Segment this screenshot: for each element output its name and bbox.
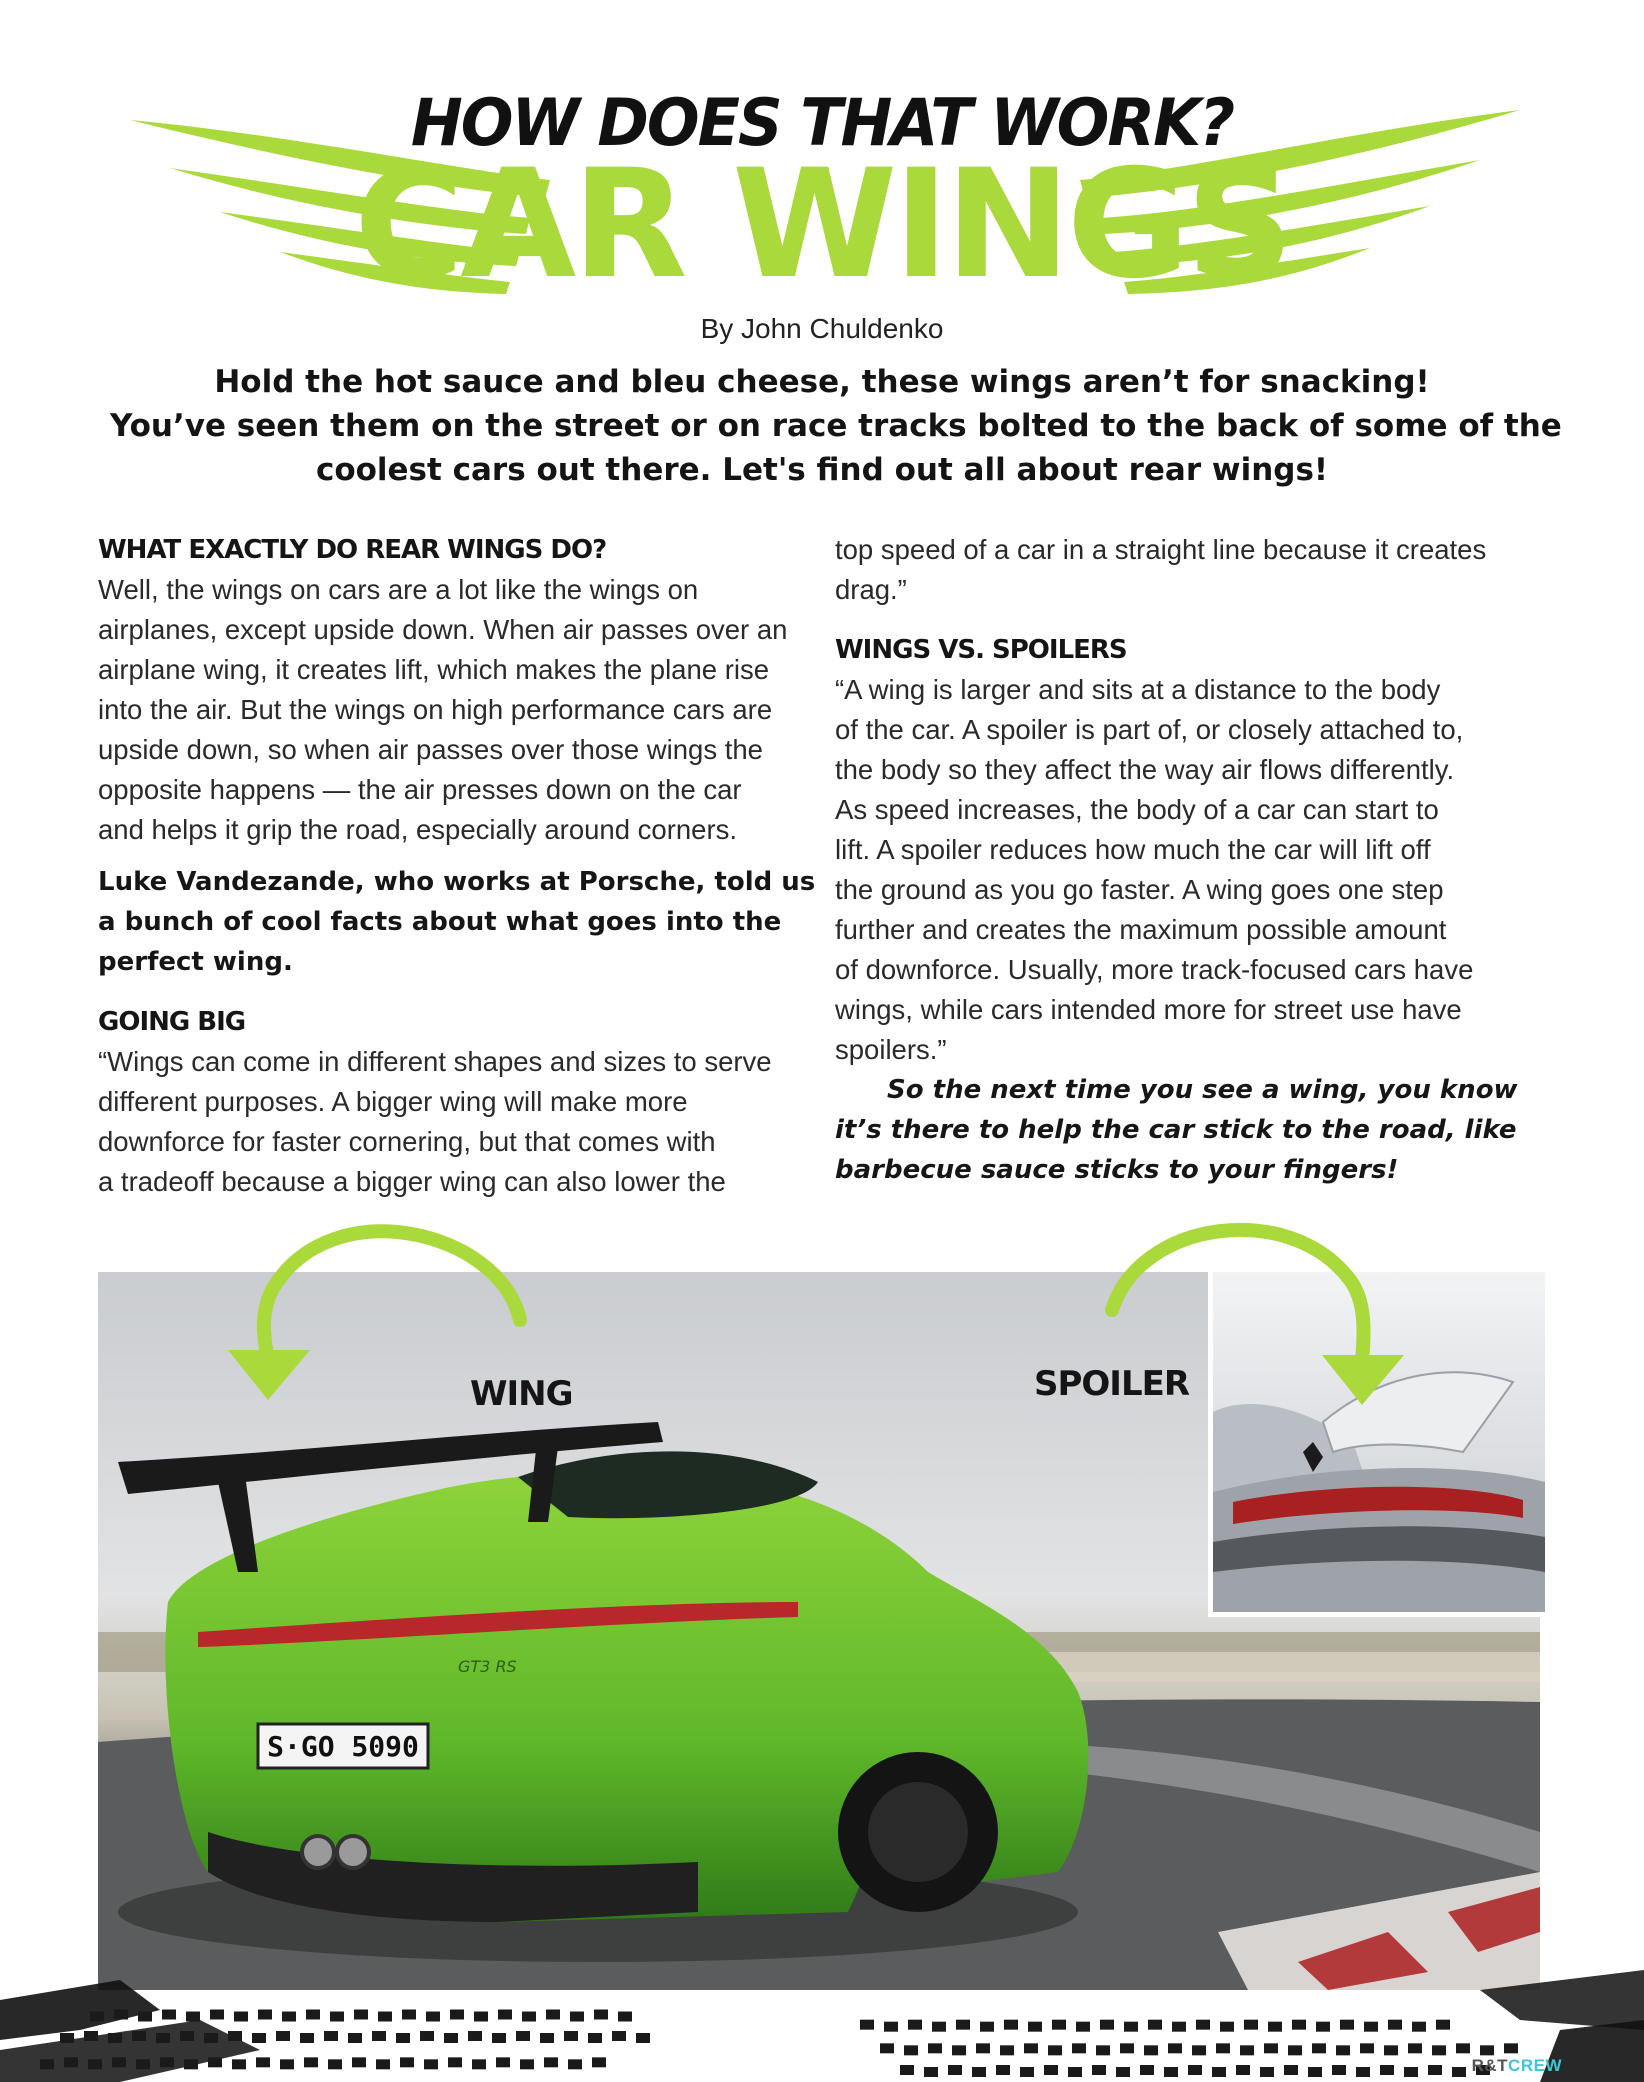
body-line: Well, the wings on cars are a lot like the wings on xyxy=(98,574,699,605)
tread-mark xyxy=(472,2059,486,2069)
tread-mark xyxy=(1116,2067,1130,2077)
tread-mark xyxy=(280,2059,294,2069)
tread-mark xyxy=(1356,2067,1370,2077)
tread-mark xyxy=(1336,2045,1350,2055)
tread-mark xyxy=(588,2033,602,2043)
tread-mark xyxy=(444,2033,458,2043)
body-line: of downforce. Usually, more track-focused cars have xyxy=(835,954,1474,985)
tread-mark xyxy=(932,2022,946,2032)
tread-mark xyxy=(184,2059,198,2069)
tread-mark xyxy=(1260,2067,1274,2077)
tread-mark xyxy=(400,2057,414,2067)
tread-mark xyxy=(136,2059,150,2069)
tread-mark xyxy=(1244,2020,1258,2030)
tread-mark xyxy=(1188,2065,1202,2075)
tread-mark xyxy=(594,2010,608,2020)
tread-mark xyxy=(924,2067,938,2077)
tread-mark xyxy=(1192,2045,1206,2055)
body-line: “A wing is larger and sits at a distance to the body xyxy=(835,674,1441,705)
tread-mark xyxy=(980,2022,994,2032)
tread-mark xyxy=(348,2033,362,2043)
tread-mark xyxy=(492,2033,506,2043)
tread-mark xyxy=(908,2020,922,2030)
tread-mark xyxy=(1436,2020,1450,2030)
wing-arrowhead xyxy=(228,1350,310,1400)
footer-brand xyxy=(1472,2056,1562,2076)
tread-mark xyxy=(138,2012,152,2022)
tread-mark xyxy=(928,2043,942,2053)
tread-mark xyxy=(1028,2022,1042,2032)
tread-mark xyxy=(256,2057,270,2067)
tread-mark xyxy=(1100,2020,1114,2030)
tread-mark xyxy=(372,2031,386,2041)
tread-mark xyxy=(1240,2045,1254,2055)
body-line: airplane wing, it creates lift, which makes the plane rise xyxy=(98,654,770,685)
body-line: the body so they affect the way air flows differently. xyxy=(835,754,1455,785)
intro-line: You’ve seen them on the street or on race tracks bolted to the back of some of the xyxy=(110,408,1562,444)
body-line: top speed of a car in a straight line because it creates xyxy=(835,534,1487,565)
tread-mark xyxy=(258,2010,272,2020)
spoiler-arrowhead xyxy=(1322,1355,1404,1405)
tread-mark xyxy=(378,2012,392,2022)
tread-mark xyxy=(1340,2020,1354,2030)
tread-mark xyxy=(1096,2045,1110,2055)
tread-mark xyxy=(618,2012,632,2022)
tread-mark xyxy=(1288,2045,1302,2055)
body-line: and helps it grip the road, especially around corners. xyxy=(98,814,737,845)
tread-mark xyxy=(592,2057,606,2067)
tread-mark xyxy=(328,2059,342,2069)
tread-mark xyxy=(1148,2020,1162,2030)
tread-mark xyxy=(880,2043,894,2053)
wing-label: WING xyxy=(470,1374,573,1414)
tread-mark xyxy=(376,2059,390,2069)
body-line: into the air. But the wings on high performance cars are xyxy=(98,694,773,725)
callout-line: a bunch of cool facts about what goes into the xyxy=(98,907,782,937)
tread-mark xyxy=(1316,2022,1330,2032)
body-line: lift. A spoiler reduces how much the car will lift off xyxy=(835,834,1431,865)
tread-mark xyxy=(210,2010,224,2020)
intro-paragraph xyxy=(110,360,1562,492)
tread-mark xyxy=(90,2012,104,2022)
body-line: As speed increases, the body of a car can start to xyxy=(835,794,1439,825)
tread-mark xyxy=(1264,2043,1278,2053)
tread-mark xyxy=(64,2057,78,2067)
tread-mark xyxy=(520,2059,534,2069)
tread-mark xyxy=(1072,2043,1086,2053)
tread-mark xyxy=(1384,2045,1398,2055)
tread-mark xyxy=(498,2010,512,2020)
tread-mark xyxy=(304,2057,318,2067)
tread-mark xyxy=(1408,2043,1422,2053)
tread-mark xyxy=(1452,2067,1466,2077)
left-column xyxy=(98,530,816,1202)
byline: By John Chuldenko xyxy=(700,313,944,344)
body-line: upside down, so when air passes over those wings the xyxy=(98,734,763,765)
tread-mark xyxy=(1004,2020,1018,2030)
tread-mark xyxy=(1172,2022,1186,2032)
license-plate: S·GO 5090 xyxy=(267,1730,419,1763)
tread-mark xyxy=(1432,2045,1446,2055)
tread-mark xyxy=(1456,2043,1470,2053)
tread-mark xyxy=(204,2033,218,2043)
tread-mark xyxy=(1196,2020,1210,2030)
tread-mark xyxy=(114,2010,128,2020)
spoiler-arrow xyxy=(1112,1230,1364,1360)
body-line: drag.” xyxy=(835,574,907,605)
tread-mark xyxy=(1332,2065,1346,2075)
tread-mark xyxy=(1268,2022,1282,2032)
tread-mark xyxy=(1076,2022,1090,2032)
tread-mark xyxy=(956,2020,970,2030)
tread-mark xyxy=(1364,2022,1378,2032)
section-heading-going-big: GOING BIG xyxy=(98,1007,246,1037)
body-line: of the car. A spoiler is part of, or closely attached to, xyxy=(835,714,1464,745)
tread-mark xyxy=(1380,2065,1394,2075)
tread-mark xyxy=(1068,2067,1082,2077)
tread-mark xyxy=(1312,2043,1326,2053)
tread-mark xyxy=(88,2059,102,2069)
tread-mark xyxy=(324,2031,338,2041)
right-column xyxy=(835,530,1545,1190)
tread-mark xyxy=(420,2031,434,2041)
tread-mark xyxy=(1168,2043,1182,2053)
body-line: spoilers.” xyxy=(835,1034,947,1065)
tread-mark xyxy=(40,2059,54,2069)
section-heading-rear-wings: WHAT EXACTLY DO REAR WINGS DO? xyxy=(98,535,607,565)
tread-mark xyxy=(330,2012,344,2022)
tread-mark xyxy=(1220,2022,1234,2032)
tread-mark xyxy=(1020,2067,1034,2077)
tread-mark xyxy=(496,2057,510,2067)
body-line: the ground as you go faster. A wing goes one step xyxy=(835,874,1444,905)
tread-mark xyxy=(1360,2043,1374,2053)
tread-mark xyxy=(468,2031,482,2041)
tread-mark xyxy=(402,2010,416,2020)
tread-mark xyxy=(282,2012,296,2022)
tread-mark xyxy=(450,2010,464,2020)
closing-line: it’s there to help the car stick to the road, like xyxy=(835,1115,1517,1145)
tread-mark xyxy=(306,2010,320,2020)
body-line: further and creates the maximum possible amount xyxy=(835,914,1447,945)
tread-mark xyxy=(208,2057,222,2067)
tread-mark xyxy=(424,2059,438,2069)
gt3rs-badge: GT3 RS xyxy=(458,1657,517,1676)
tread-mark xyxy=(540,2033,554,2043)
tread-mark xyxy=(1052,2020,1066,2030)
tread-mark xyxy=(180,2031,194,2041)
tread-mark xyxy=(1216,2043,1230,2053)
body-line: airplanes, except upside down. When air passes over an xyxy=(98,614,788,645)
tread-mark xyxy=(1092,2065,1106,2075)
tread-mark xyxy=(564,2031,578,2041)
tread-mark xyxy=(516,2031,530,2041)
tread-mark xyxy=(1212,2067,1226,2077)
tread-mark xyxy=(160,2057,174,2067)
arrows-graphic xyxy=(0,1200,1644,1460)
tread-mark xyxy=(156,2033,170,2043)
tread-mark xyxy=(884,2022,898,2032)
tread-mark xyxy=(234,2012,248,2022)
tread-mark xyxy=(112,2057,126,2067)
tread-mark xyxy=(354,2010,368,2020)
callout-line: perfect wing. xyxy=(98,947,293,977)
page-title: CAR WINGS xyxy=(354,138,1290,312)
tread-mark xyxy=(1000,2045,1014,2055)
tread-mark xyxy=(860,2020,874,2030)
intro-line: Hold the hot sauce and bleu cheese, these wings aren’t for snacking! xyxy=(214,364,1430,400)
tread-mark xyxy=(996,2065,1010,2075)
body-line: “Wings can come in different shapes and sizes to serve xyxy=(98,1046,772,1077)
tread-mark xyxy=(132,2031,146,2041)
tread-dashes xyxy=(40,2010,1518,2078)
tread-mark xyxy=(252,2033,266,2043)
tread-mark xyxy=(1412,2022,1426,2032)
brand-suffix: CREW xyxy=(1508,2056,1562,2075)
tread-mark xyxy=(474,2012,488,2022)
tread-mark xyxy=(396,2033,410,2043)
tread-mark xyxy=(904,2045,918,2055)
tread-mark xyxy=(426,2012,440,2022)
brand-prefix: R&T xyxy=(1471,2056,1509,2075)
tread-mark xyxy=(1024,2043,1038,2053)
body-line: a tradeoff because a bigger wing can also lower the xyxy=(98,1166,726,1197)
tread-mark xyxy=(976,2043,990,2053)
tread-mark xyxy=(1236,2065,1250,2075)
tread-mark xyxy=(1140,2065,1154,2075)
tread-mark xyxy=(546,2010,560,2020)
tread-mark xyxy=(448,2057,462,2067)
tread-mark xyxy=(636,2033,650,2043)
tire-tracks-graphic xyxy=(0,1960,1644,2082)
callout-line: Luke Vandezande, who works at Porsche, told us xyxy=(98,867,816,897)
tread-mark xyxy=(1388,2020,1402,2030)
tread-mark xyxy=(60,2033,74,2043)
tread-mark xyxy=(1308,2067,1322,2077)
body-line: opposite happens — the air presses down on the car xyxy=(98,774,742,805)
tread-mark xyxy=(568,2059,582,2069)
tread-mark xyxy=(952,2045,966,2055)
tread-mark xyxy=(1164,2067,1178,2077)
tread-mark xyxy=(570,2012,584,2022)
tread-mark xyxy=(84,2031,98,2041)
closing-line: barbecue sauce sticks to your fingers! xyxy=(835,1155,1399,1185)
tread-mark xyxy=(1404,2067,1418,2077)
tread-mark xyxy=(162,2010,176,2020)
tread-mark xyxy=(522,2012,536,2022)
tread-mark xyxy=(228,2031,242,2041)
body-line: wings, while cars intended more for street use have xyxy=(835,994,1462,1025)
tread-mark xyxy=(352,2057,366,2067)
header-kicker: HOW DOES THAT WORK? xyxy=(410,84,1234,161)
tread-mark xyxy=(972,2067,986,2077)
intro-line: coolest cars out there. Let's find out all about rear wings! xyxy=(315,452,1329,488)
tread-mark xyxy=(1428,2065,1442,2075)
tread-mark xyxy=(232,2059,246,2069)
tread-mark xyxy=(1144,2045,1158,2055)
body-line: downforce for faster cornering, but that comes with xyxy=(98,1126,716,1157)
tread-mark xyxy=(300,2033,314,2043)
spoiler-label: SPOILER xyxy=(1034,1364,1190,1404)
tread-mark xyxy=(276,2031,290,2041)
tread-mark xyxy=(108,2033,122,2043)
tread-mark xyxy=(1292,2020,1306,2030)
tread-mark xyxy=(900,2065,914,2075)
tread-mark xyxy=(1048,2045,1062,2055)
closing-line: So the next time you see a wing, you know xyxy=(887,1075,1518,1105)
tread-mark xyxy=(1124,2022,1138,2032)
tread-mark xyxy=(186,2012,200,2022)
tread-mark xyxy=(948,2065,962,2075)
tread-mark xyxy=(1120,2043,1134,2053)
tread-mark xyxy=(612,2031,626,2041)
tread-mark xyxy=(1284,2065,1298,2075)
section-heading-wings-vs-spoilers: WINGS VS. SPOILERS xyxy=(835,635,1127,665)
body-line: different purposes. A bigger wing will make more xyxy=(98,1086,688,1117)
tread-mark xyxy=(544,2057,558,2067)
tread-mark xyxy=(1480,2045,1494,2055)
tread-mark xyxy=(1044,2065,1058,2075)
tread-mark xyxy=(1504,2043,1518,2053)
wing-arrow xyxy=(264,1231,520,1360)
